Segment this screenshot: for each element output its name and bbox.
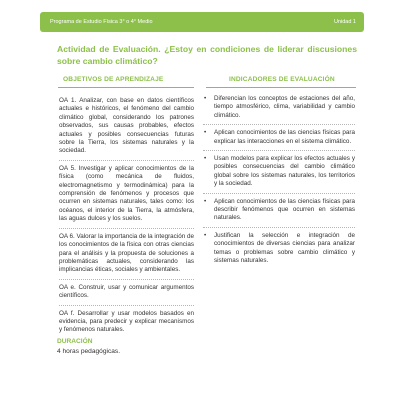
indicator-text: Usan modelos para explicar los efectos actuales y posibles consecuencias del cambio climático global sobre los sistemas naturales, los territorios y la sociedad. xyxy=(214,155,355,188)
duration-heading: DURACIÓN xyxy=(57,338,93,345)
program-name: Programa de Estudio Física 3° o 4° Medio xyxy=(50,19,153,25)
unit-label: Unidad 1 xyxy=(333,19,356,25)
page-title: Actividad de Evaluación. ¿Estoy en condiciones de liderar discusiones sobre cambio climático? xyxy=(57,44,357,66)
indicator-item xyxy=(203,198,355,228)
bullet-icon: • xyxy=(204,129,207,137)
objectives-list xyxy=(59,96,194,342)
objective-item: OA f. Desarrollar y usar modelos basados en evidencia, para predecir y explicar mecanismos y fenómenos naturales. xyxy=(59,309,194,334)
indicator-text: Diferencian los conceptos de estaciones del año, tiempo atmosférico, clima, variabilidad y cambio climático. xyxy=(214,95,355,119)
objective-item: OA 5. Investigar y aplicar conocimientos de la física (como mecánica de fluidos, electromagnetismo y termodinámica) para la comprensión de fenómenos y procesos que ocurren en sistemas naturales, tales como: los océanos, el interior de la Tierra, la atmósfera, las aguas dulces y los suelos. xyxy=(59,164,194,229)
indicator-item xyxy=(203,155,355,194)
indicator-item xyxy=(203,129,355,151)
indicators-list xyxy=(203,95,355,274)
indicator-item xyxy=(203,95,355,125)
objective-item: OA e. Construir, usar y comunicar argumentos científicos. xyxy=(59,283,194,306)
objectives-divider xyxy=(58,87,194,88)
indicator-item xyxy=(203,232,355,270)
objective-item: OA 6. Valorar la importancia de la integración de los conocimientos de la física con otras ciencias para el análisis y la propuesta de soluciones a problemáticas actuales, considerando las implicancias éticas, sociales y ambientales. xyxy=(59,232,194,280)
duration-value: 4 horas pedagógicas. xyxy=(57,348,121,355)
bullet-icon: • xyxy=(204,95,207,102)
bullet-icon: • xyxy=(204,197,207,205)
bullet-icon: • xyxy=(204,231,207,239)
indicator-text: Justifican la selección e integración de conocimientos de diversas ciencias para analizar temas o problemas sobre cambio climático y sistemas naturales. xyxy=(214,231,355,265)
objective-item: OA 1. Analizar, con base en datos científicos actuales e históricos, el fenómeno del cambio climático global, considerando los patrones observados, sus causas probables, efectos actuales y posibles consecuencias futuras sobre la Tierra, los sistemas naturales y la sociedad. xyxy=(59,96,194,161)
indicators-heading: INDICADORES DE EVALUACIÓN xyxy=(229,76,335,83)
bullet-icon: • xyxy=(204,155,207,163)
indicators-divider xyxy=(206,87,356,88)
header-bar xyxy=(40,12,364,32)
indicator-text: Aplican conocimientos de las ciencias físicas para describir fenómenos que ocurren en sistemas naturales. xyxy=(214,197,355,222)
indicator-text: Aplican conocimientos de las ciencias físicas para explicar las interacciones en el sistema climático. xyxy=(214,129,355,145)
objectives-heading: OBJETIVOS DE APRENDIZAJE xyxy=(63,76,164,83)
